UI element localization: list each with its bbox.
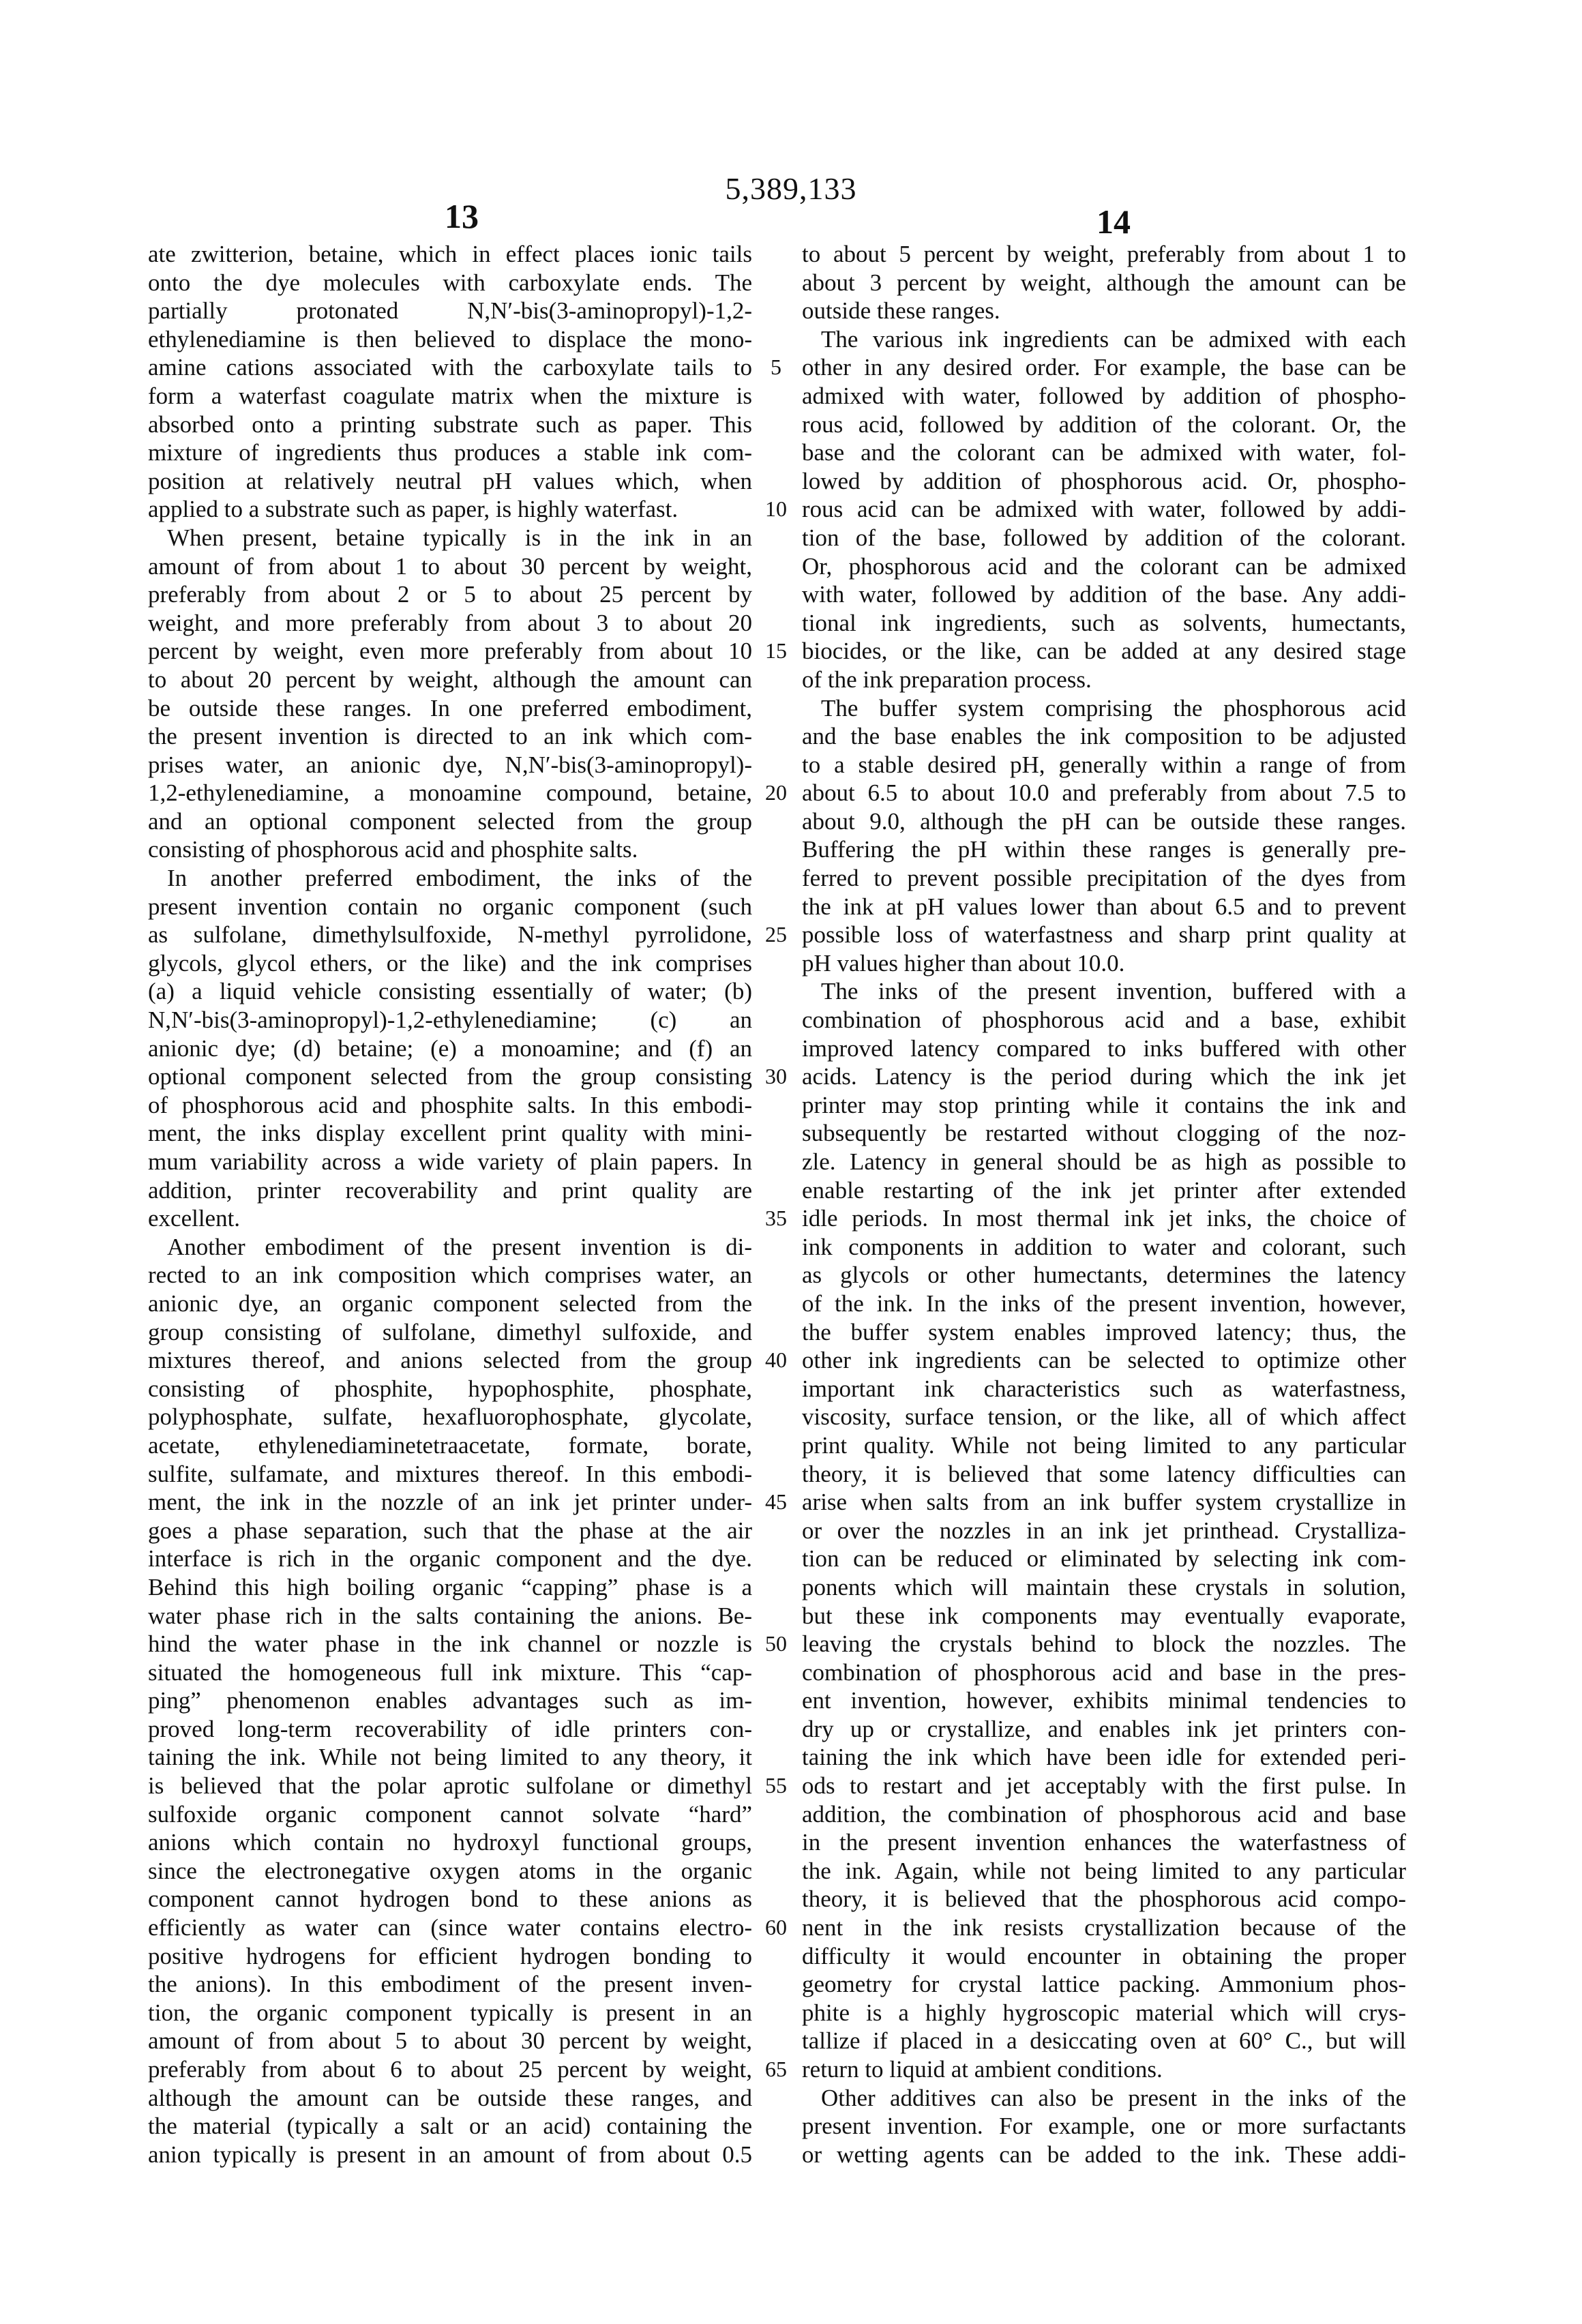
right-column-text-line: ent invention, however, exhibits minimal tendencies to: [802, 1686, 1406, 1715]
right-column-text-line: tional ink ingredients, such as solvents, humectants,: [802, 609, 1406, 638]
left-column-text-line: taining the ink. While not being limited to any theory, it: [148, 1743, 752, 1772]
left-column-text-line: partially protonated N,N′-bis(3-aminopropyl)-1,2-: [148, 297, 752, 325]
left-column-text-line: optional component selected from the group consisting: [148, 1062, 752, 1091]
left-column-text-line: sulfoxide organic component cannot solvate “hard”: [148, 1800, 752, 1829]
right-column-text-line: Other additives can also be present in the inks of the: [802, 2084, 1406, 2113]
right-column-text-line: lowed by addition of phosphorous acid. Or, phospho-: [802, 467, 1406, 496]
line-number: 35: [762, 1204, 790, 1233]
left-column-text-line: since the electronegative oxygen atoms in the organic: [148, 1857, 752, 1886]
column-number-left: 13: [393, 196, 530, 236]
right-column-text-line: about 6.5 to about 10.0 and preferably from about 7.5 to: [802, 779, 1406, 807]
right-column-text-line: combination of phosphorous acid and a base, exhibit: [802, 1006, 1406, 1034]
left-column-text-line: to about 20 percent by weight, although the amount can: [148, 666, 752, 694]
left-text-column: [148, 240, 752, 2169]
line-number: 20: [762, 779, 790, 807]
left-column-text-line: although the amount can be outside these ranges, and: [148, 2084, 752, 2113]
right-column-text-line: Buffering the pH within these ranges is generally pre-: [802, 835, 1406, 864]
left-column-text-line: amount of from about 5 to about 30 percent by weight,: [148, 2027, 752, 2055]
left-column-text-line: preferably from about 2 or 5 to about 25 percent by: [148, 580, 752, 609]
left-column-text-line: water phase rich in the salts containing the anions. Be-: [148, 1602, 752, 1630]
left-column-text-line: consisting of phosphite, hypophosphite, phosphate,: [148, 1375, 752, 1403]
right-column-text-line: zle. Latency in general should be as high as possible to: [802, 1148, 1406, 1176]
right-column-text-line: pH values higher than about 10.0.: [802, 949, 1406, 978]
right-column-text-line: ponents which will maintain these crystals in solution,: [802, 1573, 1406, 1602]
line-number: 15: [762, 637, 790, 666]
right-column-text-line: improved latency compared to inks buffered with other: [802, 1034, 1406, 1063]
right-column-text-line: enable restarting of the ink jet printer after extended: [802, 1176, 1406, 1205]
left-column-text-line: mixture of ingredients thus produces a stable ink com-: [148, 438, 752, 467]
right-column-text-line: addition, the combination of phosphorous acid and base: [802, 1800, 1406, 1829]
patent-number: 5,389,133: [0, 170, 1582, 207]
left-column-text-line: position at relatively neutral pH values which, when: [148, 467, 752, 496]
left-column-text-line: applied to a substrate such as paper, is highly waterfast.: [148, 495, 752, 524]
line-number: 55: [762, 1772, 790, 1800]
left-column-text-line: is believed that the polar aprotic sulfolane or dimethyl: [148, 1772, 752, 1800]
right-column-text-line: with water, followed by addition of the base. Any addi-: [802, 580, 1406, 609]
left-column-text-line: glycols, glycol ethers, or the like) and the ink comprises: [148, 949, 752, 978]
left-column-text-line: and an optional component selected from the group: [148, 807, 752, 836]
line-number: 60: [762, 1913, 790, 1942]
right-column-text-line: ferred to prevent possible precipitation of the dyes from: [802, 864, 1406, 893]
right-column-text-line: or wetting agents can be added to the ink. These addi-: [802, 2141, 1406, 2169]
right-column-text-line: printer may stop printing while it contains the ink and: [802, 1091, 1406, 1120]
column-number-right: 14: [1045, 202, 1182, 241]
left-column-text-line: of phosphorous acid and phosphite salts. In this embodi-: [148, 1091, 752, 1120]
left-column-text-line: consisting of phosphorous acid and phosphite salts.: [148, 835, 752, 864]
left-column-text-line: preferably from about 6 to about 25 percent by weight,: [148, 2055, 752, 2084]
right-column-text-line: The inks of the present invention, buffered with a: [802, 977, 1406, 1006]
left-column-text-line: prises water, an anionic dye, N,N′-bis(3-aminopropyl)-: [148, 751, 752, 779]
left-column-text-line: 1,2-ethylenediamine, a monoamine compound, betaine,: [148, 779, 752, 807]
right-column-text-line: dry up or crystallize, and enables ink jet printers con-: [802, 1715, 1406, 1744]
left-column-text-line: hind the water phase in the ink channel or nozzle is: [148, 1630, 752, 1658]
left-column-text-line: amine cations associated with the carboxylate tails to: [148, 353, 752, 382]
left-column-text-line: ethylenediamine is then believed to displace the mono-: [148, 325, 752, 354]
right-column-text-line: to about 5 percent by weight, preferably from about 1 to: [802, 240, 1406, 269]
left-column-text-line: ping” phenomenon enables advantages such as im-: [148, 1686, 752, 1715]
right-column-text-line: leaving the crystals behind to block the nozzles. The: [802, 1630, 1406, 1658]
right-column-text-line: other ink ingredients can be selected to optimize other: [802, 1346, 1406, 1375]
left-column-text-line: acetate, ethylenediaminetetraacetate, formate, borate,: [148, 1431, 752, 1460]
right-text-column: [802, 240, 1406, 2169]
line-number: 45: [762, 1488, 790, 1517]
right-column-text-line: theory, it is believed that the phosphorous acid compo-: [802, 1885, 1406, 1913]
line-number: 25: [762, 921, 790, 949]
left-column-text-line: When present, betaine typically is in the ink in an: [148, 524, 752, 552]
right-column-text-line: admixed with water, followed by addition of phospho-: [802, 382, 1406, 411]
right-column-text-line: the ink at pH values lower than about 6.5 and to prevent: [802, 893, 1406, 921]
left-column-text-line: In another preferred embodiment, the inks of the: [148, 864, 752, 893]
line-number: 50: [762, 1630, 790, 1658]
line-number: 30: [762, 1062, 790, 1091]
left-column-text-line: anion typically is present in an amount of from about 0.5: [148, 2141, 752, 2169]
right-column-text-line: combination of phosphorous acid and base in the pres-: [802, 1658, 1406, 1687]
left-column-text-line: ate zwitterion, betaine, which in effect places ionic tails: [148, 240, 752, 269]
left-column-text-line: positive hydrogens for efficient hydrogen bonding to: [148, 1942, 752, 1971]
right-column-text-line: tallize if placed in a desiccating oven at 60° C., but will: [802, 2027, 1406, 2055]
right-column-text-line: return to liquid at ambient conditions.: [802, 2055, 1406, 2084]
left-column-text-line: anionic dye; (d) betaine; (e) a monoamine; and (f) an: [148, 1034, 752, 1063]
left-column-text-line: polyphosphate, sulfate, hexafluorophosphate, glycolate,: [148, 1403, 752, 1431]
right-column-text-line: rous acid, followed by addition of the colorant. Or, the: [802, 411, 1406, 439]
left-column-text-line: mum variability across a wide variety of plain papers. In: [148, 1148, 752, 1176]
right-column-text-line: the buffer system enables improved latency; thus, the: [802, 1318, 1406, 1347]
left-column-text-line: proved long-term recoverability of idle printers con-: [148, 1715, 752, 1744]
left-column-text-line: be outside these ranges. In one preferred embodiment,: [148, 694, 752, 723]
right-column-text-line: nent in the ink resists crystallization because of the: [802, 1913, 1406, 1942]
right-column-text-line: acids. Latency is the period during which the ink jet: [802, 1062, 1406, 1091]
left-column-text-line: form a waterfast coagulate matrix when the mixture is: [148, 382, 752, 411]
right-column-text-line: about 9.0, although the pH can be outside these ranges.: [802, 807, 1406, 836]
left-column-text-line: (a) a liquid vehicle consisting essentially of water; (b): [148, 977, 752, 1006]
right-column-text-line: theory, it is believed that some latency difficulties can: [802, 1460, 1406, 1489]
left-column-text-line: ment, the inks display excellent print quality with mini-: [148, 1119, 752, 1148]
right-column-text-line: geometry for crystal lattice packing. Ammonium phos-: [802, 1970, 1406, 1999]
right-column-text-line: idle periods. In most thermal ink jet inks, the choice of: [802, 1204, 1406, 1233]
right-column-text-line: tion of the base, followed by addition of the colorant.: [802, 524, 1406, 552]
right-column-text-line: The various ink ingredients can be admixed with each: [802, 325, 1406, 354]
right-column-text-line: rous acid can be admixed with water, followed by addi-: [802, 495, 1406, 524]
left-column-text-line: Another embodiment of the present invention is di-: [148, 1233, 752, 1262]
left-column-text-line: percent by weight, even more preferably from about 10: [148, 637, 752, 666]
left-column-text-line: excellent.: [148, 1204, 752, 1233]
left-column-text-line: anionic dye, an organic component selected from the: [148, 1290, 752, 1318]
right-column-text-line: in the present invention enhances the waterfastness of: [802, 1828, 1406, 1857]
right-column-text-line: ods to restart and jet acceptably with the first pulse. In: [802, 1772, 1406, 1800]
right-column-text-line: but these ink components may eventually evaporate,: [802, 1602, 1406, 1630]
left-column-text-line: interface is rich in the organic component and the dye.: [148, 1545, 752, 1573]
left-column-text-line: the material (typically a salt or an acid) containing the: [148, 2112, 752, 2141]
left-column-text-line: addition, printer recoverability and print quality are: [148, 1176, 752, 1205]
right-column-text-line: present invention. For example, one or more surfactants: [802, 2112, 1406, 2141]
right-column-text-line: outside these ranges.: [802, 297, 1406, 325]
right-column-text-line: important ink characteristics such as waterfastness,: [802, 1375, 1406, 1403]
right-column-text-line: viscosity, surface tension, or the like, all of which affect: [802, 1403, 1406, 1431]
left-column-text-line: onto the dye molecules with carboxylate ends. The: [148, 269, 752, 297]
left-column-text-line: tion, the organic component typically is present in an: [148, 1999, 752, 2027]
right-column-text-line: the ink. Again, while not being limited to any particular: [802, 1857, 1406, 1886]
right-column-text-line: print quality. While not being limited to any particular: [802, 1431, 1406, 1460]
right-column-text-line: tion can be reduced or eliminated by selecting ink com-: [802, 1545, 1406, 1573]
right-column-text-line: of the ink. In the inks of the present invention, however,: [802, 1290, 1406, 1318]
right-column-text-line: and the base enables the ink composition to be adjusted: [802, 722, 1406, 751]
right-column-text-line: base and the colorant can be admixed with water, fol-: [802, 438, 1406, 467]
left-column-text-line: rected to an ink composition which comprises water, an: [148, 1261, 752, 1290]
right-column-text-line: of the ink preparation process.: [802, 666, 1406, 694]
right-column-text-line: other in any desired order. For example, the base can be: [802, 353, 1406, 382]
left-column-text-line: goes a phase separation, such that the phase at the air: [148, 1517, 752, 1545]
left-column-text-line: N,N′-bis(3-aminopropyl)-1,2-ethylenediamine; (c) an: [148, 1006, 752, 1034]
left-column-text-line: mixtures thereof, and anions selected from the group: [148, 1346, 752, 1375]
line-number: 65: [762, 2055, 790, 2084]
left-column-text-line: component cannot hydrogen bond to these anions as: [148, 1885, 752, 1913]
right-column-text-line: phite is a highly hygroscopic material which will crys-: [802, 1999, 1406, 2027]
right-column-text-line: The buffer system comprising the phosphorous acid: [802, 694, 1406, 723]
right-column-text-line: Or, phosphorous acid and the colorant can be admixed: [802, 552, 1406, 581]
right-column-text-line: to a stable desired pH, generally within a range of from: [802, 751, 1406, 779]
right-column-text-line: biocides, or the like, can be added at any desired stage: [802, 637, 1406, 666]
right-column-text-line: subsequently be restarted without clogging of the noz-: [802, 1119, 1406, 1148]
left-column-text-line: efficiently as water can (since water contains electro-: [148, 1913, 752, 1942]
right-column-text-line: difficulty it would encounter in obtaining the proper: [802, 1942, 1406, 1971]
left-column-text-line: absorbed onto a printing substrate such as paper. This: [148, 411, 752, 439]
left-column-text-line: sulfite, sulfamate, and mixtures thereof. In this embodi-: [148, 1460, 752, 1489]
left-column-text-line: amount of from about 1 to about 30 percent by weight,: [148, 552, 752, 581]
right-column-text-line: possible loss of waterfastness and sharp print quality at: [802, 921, 1406, 949]
right-column-text-line: ink components in addition to water and colorant, such: [802, 1233, 1406, 1262]
left-column-text-line: situated the homogeneous full ink mixture. This “cap-: [148, 1658, 752, 1687]
right-column-text-line: or over the nozzles in an ink jet printhead. Crystalliza-: [802, 1517, 1406, 1545]
left-column-text-line: anions which contain no hydroxyl functional groups,: [148, 1828, 752, 1857]
left-column-text-line: group consisting of sulfolane, dimethyl sulfoxide, and: [148, 1318, 752, 1347]
right-column-text-line: as glycols or other humectants, determines the latency: [802, 1261, 1406, 1290]
left-column-text-line: the present invention is directed to an ink which com-: [148, 722, 752, 751]
left-column-text-line: Behind this high boiling organic “capping” phase is a: [148, 1573, 752, 1602]
left-column-text-line: the anions). In this embodiment of the present inven-: [148, 1970, 752, 1999]
line-number: 10: [762, 495, 790, 524]
right-column-text-line: arise when salts from an ink buffer system crystallize in: [802, 1488, 1406, 1517]
left-column-text-line: present invention contain no organic component (such: [148, 893, 752, 921]
right-column-text-line: taining the ink which have been idle for extended peri-: [802, 1743, 1406, 1772]
line-number: 40: [762, 1346, 790, 1375]
line-number: 5: [762, 353, 790, 382]
left-column-text-line: ment, the ink in the nozzle of an ink jet printer under-: [148, 1488, 752, 1517]
left-column-text-line: as sulfolane, dimethylsulfoxide, N-methyl pyrrolidone,: [148, 921, 752, 949]
left-column-text-line: weight, and more preferably from about 3 to about 20: [148, 609, 752, 638]
right-column-text-line: about 3 percent by weight, although the amount can be: [802, 269, 1406, 297]
